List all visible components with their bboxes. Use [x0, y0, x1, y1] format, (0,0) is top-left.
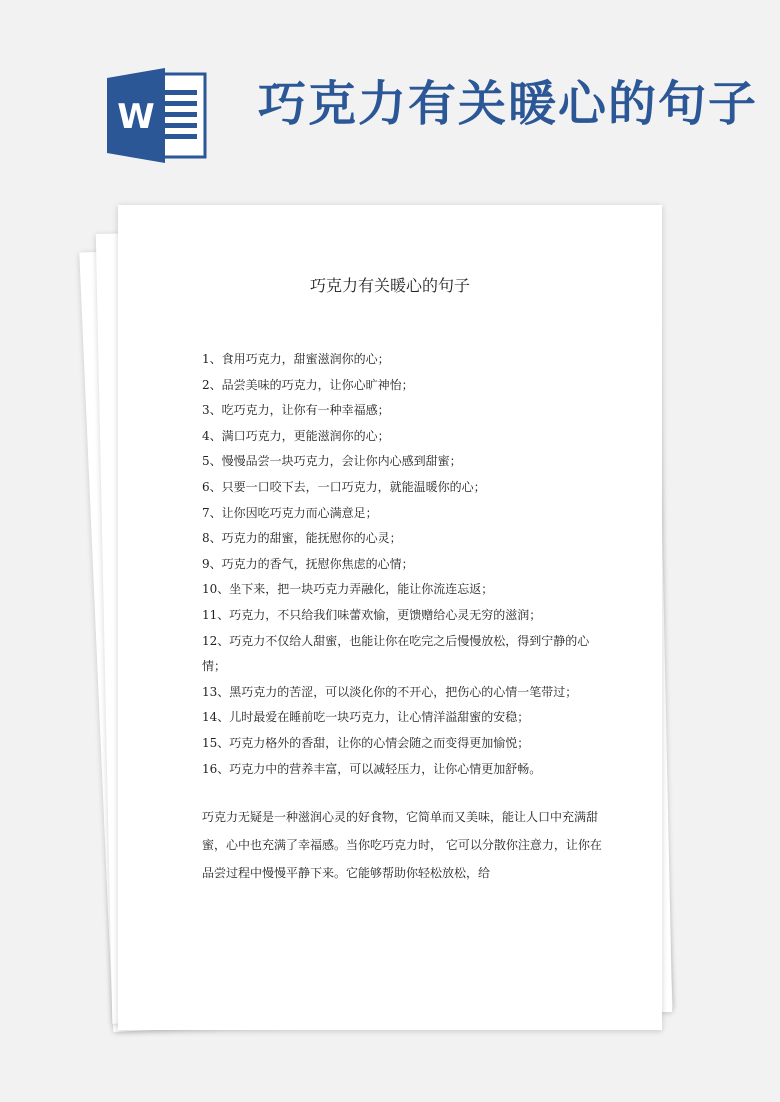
- list-item: 13、黑巧克力的苦涩，可以淡化你的不开心，把伤心的心情一笔带过；: [202, 684, 578, 699]
- list-item: 6、只要一口咬下去，一口巧克力，就能温暖你的心；: [202, 479, 486, 494]
- list-item: 14、儿时最爱在睡前吃一块巧克力，让心情洋溢甜蜜的安稳；: [202, 710, 530, 725]
- list-item: 8、巧克力的甜蜜，能抚慰你的心灵；: [202, 531, 402, 546]
- word-logo-letter: W: [117, 97, 155, 137]
- document-page: [118, 205, 662, 1030]
- list-item: 3、吃巧克力，让你有一种幸福感；: [202, 403, 390, 418]
- banner-title: 巧克力有关暖心的句子: [258, 76, 759, 132]
- list-item: 7、让你因吃巧克力而心满意足；: [202, 505, 378, 520]
- list-item: 10、坐下来，把一块巧克力弄融化，能让你流连忘返；: [202, 582, 494, 597]
- summary-paragraph: 巧克力无疑是一种滋润心灵的好食物，它简单而又美味，能让人口中充满甜蜜，心中也充满了幸福感。当你吃巧克力时， 它可以分散你注意力，让你在品尝过程中慢慢平静下来。它能够帮助你轻松放松，给: [202, 810, 602, 880]
- list-item: 11、巧克力，不只给我们味蕾欢愉，更馈赠给心灵无穷的滋润；: [202, 607, 542, 622]
- list-item: 4、满口巧克力，更能滋润你的心；: [202, 428, 390, 443]
- list-item: 16、巧克力中的营养丰富，可以减轻压力，让你心情更加舒畅。: [202, 761, 542, 776]
- list-item: 15、巧克力格外的香甜，让你的心情会随之而变得更加愉悦；: [202, 735, 530, 750]
- list-item: 1、食用巧克力，甜蜜滋润你的心；: [202, 352, 390, 366]
- word-document-icon: [107, 68, 207, 163]
- list-item: 9、巧克力的香气，抚慰你焦虑的心情；: [202, 556, 414, 571]
- document-title: 巧克力有关暖心的句子: [309, 276, 470, 295]
- sentence-list: [202, 347, 612, 782]
- list-item: 2、品尝美味的巧克力，让你心旷神怡；: [202, 377, 414, 392]
- list-item: 5、慢慢品尝一块巧克力，会让你内心感到甜蜜；: [202, 454, 462, 469]
- list-item: 12、巧克力不仅给人甜蜜，也能让你在吃完之后慢慢放松，得到宁静的心情；: [202, 633, 590, 674]
